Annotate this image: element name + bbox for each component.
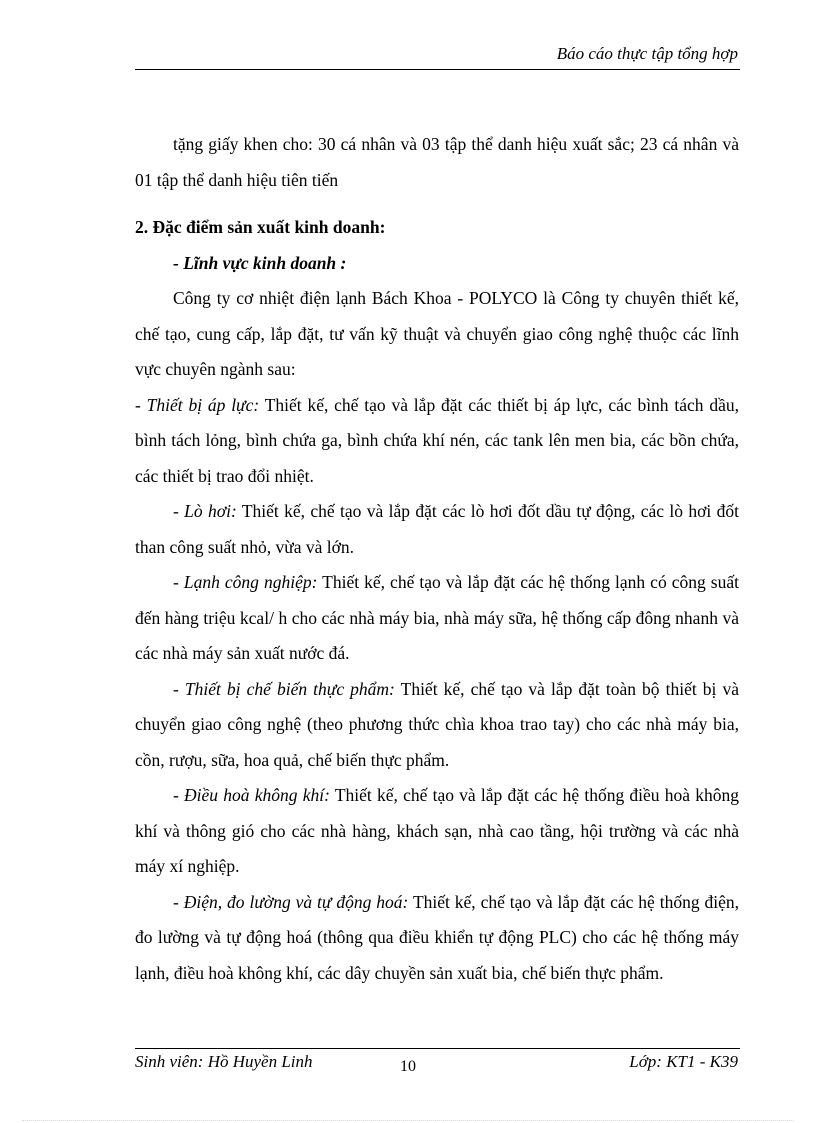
list-item-label: - Thiết bị chế biến thực phẩm: (173, 678, 395, 699)
paragraph-intro: Công ty cơ nhiệt điện lạnh Bách Khoa - POLYCO là Công ty chuyên thiết kế, chế tạo, cung cấp, lắp đặt, tư vấn kỹ thuật và chuyển giao công nghệ thuộc các lĩnh vực chuyên ngành sau: (135, 288, 739, 379)
body-text (135, 127, 739, 991)
footer-student: Sinh viên: Hồ Huyền Linh (135, 1052, 313, 1071)
page-number: 10 (400, 1058, 416, 1075)
list-item-boiler (135, 494, 739, 565)
header-rule (135, 69, 740, 70)
list-item-label: - Thiết bị áp lực: (135, 394, 260, 415)
list-item-text: Thiết kế, chế tạo và lắp đặt toàn bộ thiết bị và chuyển giao công nghệ (theo phương thức chìa khoa trao tay) cho các nhà máy bia, cồn, rượu, sữa, hoa quả, chế biến thực phẩm. (135, 678, 739, 770)
list-item-label: - Điện, đo lường và tự động hoá: (173, 891, 409, 912)
list-item-industrial-refrigeration (135, 565, 739, 672)
footer-class: Lớp: KT1 - K39 (629, 1052, 738, 1071)
list-item-text: Thiết kế, chế tạo và lắp đặt các hệ thống lạnh có công suất đến hàng triệu kcal/ h cho các nhà máy bia, nhà máy sữa, hệ thống cấp đông nhanh và các nhà máy sản xuất nước đá. (135, 572, 739, 663)
list-item-label: - Lạnh công nghiệp: (173, 572, 318, 592)
list-item-label: - Điều hoà không khí: (173, 785, 330, 805)
footer-rule (135, 1048, 740, 1049)
page-edge-dots (22, 1120, 794, 1121)
section-heading: 2. Đặc điểm sản xuất kinh doanh: (135, 217, 386, 237)
list-item-food-processing (135, 672, 739, 779)
field-title: - Lĩnh vực kinh doanh : (173, 252, 347, 273)
list-item-pressure-equipment (135, 388, 739, 495)
list-item-label: - Lò hơi: (173, 501, 237, 521)
paragraph-award: tặng giấy khen cho: 30 cá nhân và 03 tập thể danh hiệu xuất sắc; 23 cá nhân và 01 tập thể danh hiệu tiên tiến (135, 134, 739, 190)
list-item-air-conditioning (135, 778, 739, 885)
list-item-text: Thiết kế, chế tạo và lắp đặt các hệ thống điện, đo lường và tự động hoá (thông qua điều khiển tự động PLC) cho các hệ thống máy lạnh, điều hoà không khí, các dây chuyền sản xuất bia, chế biến thực phẩm. (135, 891, 739, 983)
header-title: Báo cáo thực tập tổng hợp (556, 44, 738, 63)
list-item-electrical-automation (135, 885, 739, 992)
list-item-text: Thiết kế, chế tạo và lắp đặt các lò hơi đốt dầu tự động, các lò hơi đốt than công suất nhỏ, vừa và lớn. (135, 501, 739, 557)
list-item-text: Thiết kế, chế tạo và lắp đặt các thiết bị áp lực, các bình tách dầu, bình tách lỏng, bình chứa ga, bình chứa khí nén, các tank lên men bia, các bồn chứa, các thiết bị trao đổi nhiệt. (135, 394, 739, 486)
list-item-text: Thiết kế, chế tạo và lắp đặt các hệ thống điều hoà không khí và thông gió cho các nhà hàng, khách sạn, nhà cao tầng, hội trường và các nhà máy xí nghiệp. (135, 785, 739, 876)
